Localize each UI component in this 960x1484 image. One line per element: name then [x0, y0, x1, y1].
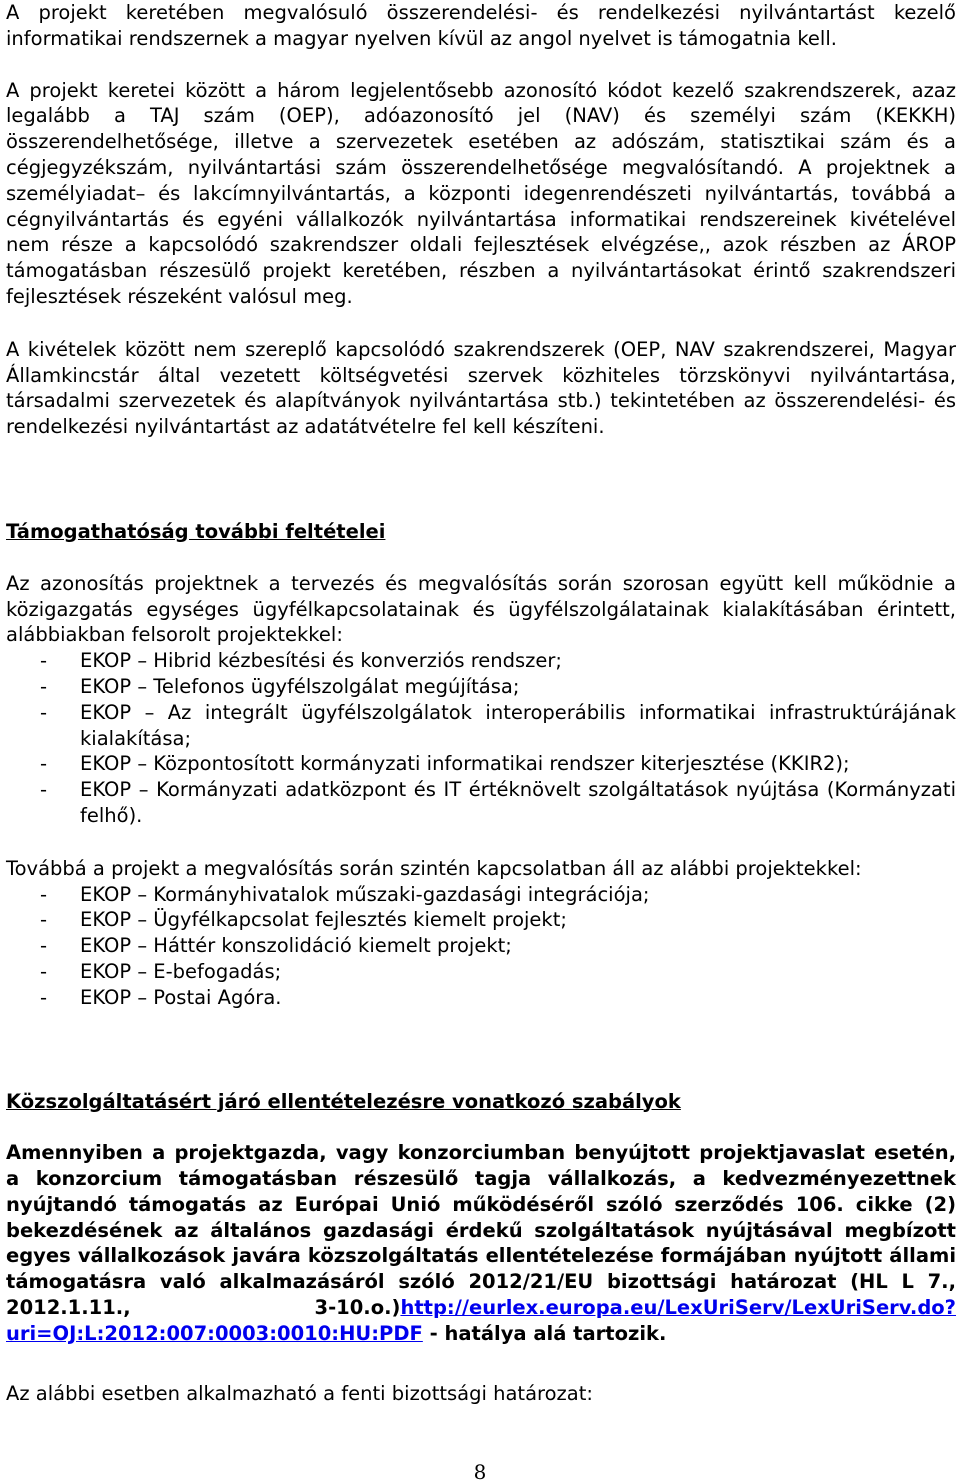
document-page — [6, 0, 956, 1406]
list-item: - EKOP – Telefonos ügyfélszolgálat megújítása; — [40, 674, 520, 698]
dash-bullet: - — [40, 882, 48, 906]
dash-bullet: - — [40, 752, 48, 776]
dash-bullet: - — [40, 649, 48, 673]
page-number: 8 — [473, 1460, 487, 1484]
paragraph-applicable-cases: Az alábbi esetben alkalmazható a fenti bizottsági határozat: — [6, 1381, 593, 1405]
list-item: - EKOP – Hibrid kézbesítési és konverziós rendszer; — [40, 649, 563, 673]
paragraph-state-aid-rules — [6, 1140, 956, 1346]
list-item: - EKOP – Kormányhivatalok műszaki-gazdasági integrációja; — [40, 882, 650, 906]
paragraph-cooperation-intro: Az azonosítás projektnek a tervezés és megvalósítás során szorosan együtt kell működnie a közigazgatás egységes ügyfélkapcsolatainak és ügyfélszolgálatainak kialakításában érintett, alábbiakban felsorolt projektekkel: — [6, 571, 956, 647]
list-item: - EKOP – Ügyfélkapcsolat fejlesztés kiemelt projekt; — [40, 908, 567, 932]
list-item: - EKOP – Postai Agóra. — [40, 985, 282, 1009]
cooperation-project-list — [6, 648, 956, 829]
list-item: - EKOP – E-befogadás; — [40, 959, 282, 983]
dash-bullet: - — [40, 778, 48, 802]
section-heading-public-service-compensation: Közszolgáltatásért járó ellentételezésre vonatkozó szabályok — [6, 1089, 681, 1113]
dash-bullet: - — [40, 959, 48, 983]
list-item: - EKOP – Kormányzati adatközpont és IT értéknövelt szolgáltatások nyújtása (Kormányzati felhő). — [40, 778, 956, 827]
dash-bullet: - — [40, 934, 48, 958]
paragraph-exceptions: A kivételek között nem szereplő kapcsolódó szakrendszerek (OEP, NAV szakrendszerei, Magyar Államkincstár által vezetett költségvetési szervek közhiteles törzskönyvi nyilvántartása, társadalmi szervezetek és alapítványok nyilvántartása stb.) tekintetében az összerendelési- és rendelkezési nyilvántartást az adatátvételre fel kell készíteni. — [6, 337, 956, 439]
state-aid-text-end: - hatálya alá tartozik. — [422, 1321, 667, 1345]
paragraph-project-scope: A projekt keretei között a három legjelentősebb azonosító kódot kezelő szakrendszerek, azaz legalább a TAJ szám (OEP), adóazonosító jel (NAV) és személyi szám (KEKKH) összerendelhetősége, illetve a szervezetek esetében az adószám, statisztikai szám és a cégjegyzékszám, nyilvántartási szám összerendelhetősége megvalósítandó. A projektnek a személyiadat– és lakcímnyilvántartás, a központi idegenrendészeti nyilvántartás, továbbá a cégnyilvántartás és egyéni vállalkozók nyilvántartása informatikai rendszereinek kivételével nem része a kapcsolódó szakrendszer oldali fejlesztések elvégzése,, azok részben az ÁROP támogatásban részesülő projekt keretében, részben a nyilvántartásokat érintő szakrendszeri fejlesztések részeként valósul meg. — [6, 78, 956, 308]
dash-bullet: - — [40, 908, 48, 932]
dash-bullet: - — [40, 985, 48, 1009]
state-aid-text: Amennyiben a projektgazda, vagy konzorciumban benyújtott projektjavaslat esetén, a konzorcium támogatásban részesülő tagja vállalkozás, a kedvezményezettnek nyújtandó támogatás az Európai Unió működéséről szóló szerződés 106. cikke (2) bekezdésének az általános gazdasági érdekű szolgáltatások nyújtásával megbízott egyes vállalkozások javára közszolgáltatás ellentételezése formájában nyújtott állami támogatásra való alkalmazásáról szóló 2012/21/EU bizottsági határozat (HL L 7., 2012.1.11., 3-10.o.) — [6, 1141, 956, 1320]
dash-bullet: - — [40, 700, 48, 724]
dash-bullet: - — [40, 674, 48, 698]
eurlex-link[interactable]: http://eurlex.europa.eu/LexUriServ/LexUriServ.do?uri=OJ:L:2012:007:0003:0010:HU:PDF — [6, 1296, 956, 1345]
paragraph-related-projects-intro: Továbbá a projekt a megvalósítás során szintén kapcsolatban áll az alábbi projektekkel: — [6, 856, 862, 880]
paragraph-language-support: A projekt keretében megvalósuló összerendelési- és rendelkezési nyilvántartást kezelő informatikai rendszernek a magyar nyelven kívül az angol nyelvet is támogatnia kell. — [6, 1, 956, 50]
section-heading-eligibility: Támogathatóság további feltételei — [6, 519, 386, 543]
related-project-list — [6, 882, 956, 1011]
list-item: - EKOP – Háttér konszolidáció kiemelt projekt; — [40, 934, 512, 958]
list-item: - EKOP – Központosított kormányzati informatikai rendszer kiterjesztése (KKIR2); — [40, 752, 850, 776]
list-item: - EKOP – Az integrált ügyfélszolgálatok interoperábilis informatikai infrastruktúrájának kialakítása; — [40, 700, 956, 750]
